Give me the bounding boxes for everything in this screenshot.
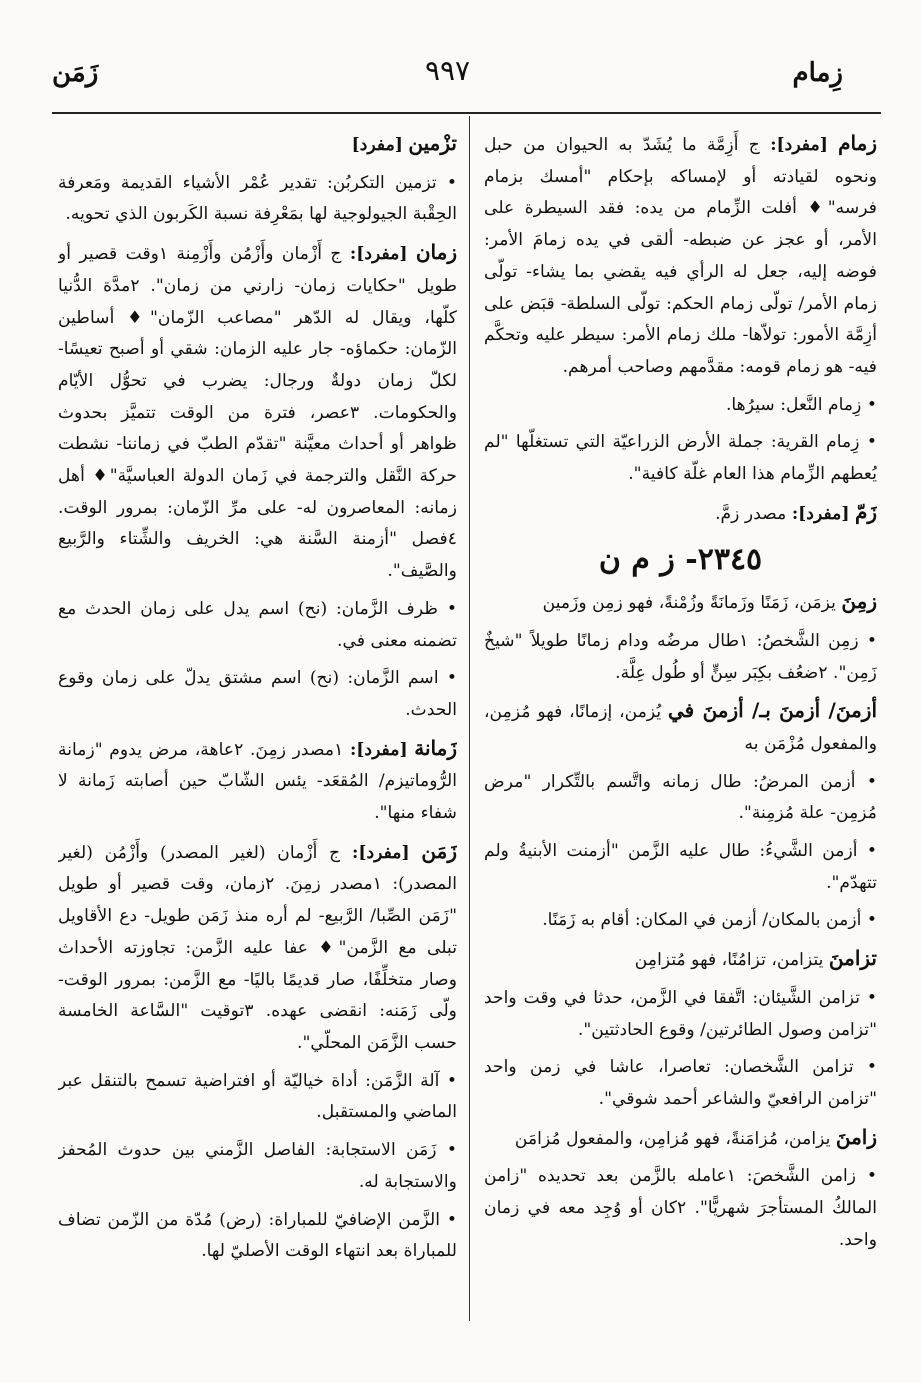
entry-headword: زَمّ (854, 499, 877, 524)
entry-definition: يُزمن، إزمانًا، فهو مُزمِن، والمفعول مُزْمَن به (484, 702, 877, 754)
entry-headword: زمام (838, 131, 877, 155)
sub-entry: • اسم الزَّمان: (نح) اسم مشتق يدلّ على زمان وقوع الحدث. (58, 668, 457, 720)
entry-headword: زَمانة (414, 735, 457, 760)
dictionary-entry (58, 128, 457, 162)
entry-pos-tag: [مفرد]: (770, 135, 828, 155)
sub-entry: • زمِن الشَّخصُ: ١طال مرضُه ودام زمانًا طويلاً "شيخٌ زَمِن". ٢ضعُف بكِبَر سِنٍّ أو طُول عِلَّة. (484, 630, 877, 683)
entry-definition: مصدر زمَّ. (715, 503, 792, 524)
entry-definition: ١مصدر زمِنَ. ٢عاهة، مرض يدوم "زمانة الرُّوماتيزم/ المُقعَد- يئس الشّابّ حين أصابته زَمانة لا شفاء منها". (58, 739, 457, 824)
sub-entry: • زَمَن الاستجابة: الفاصل الزَّمني بين حدوث المُحفز والاستجابة له. (58, 1140, 457, 1192)
entry-pos-tag: [مفرد]: (349, 739, 408, 760)
dictionary-entry (58, 836, 457, 1060)
dictionary-entry (484, 943, 877, 977)
entry-headword: زامنَ (835, 1124, 877, 1149)
entry-definition: يزامن، مُزامَنةً، فهو مُزامِن، والمفعول مُزامَن (514, 1128, 836, 1149)
entry-headword: أزمنَ/ أزمنَ بـ/ أزمنَ في (668, 698, 877, 723)
sub-entry: • تزامن الشَّيئان: اتَّفقا في الزَّمن، حدثا في وقت واحد "تزامن وصول الطائرتين/ وقوع الحادثتين". (484, 987, 877, 1040)
entry-headword: زَمَن (421, 838, 457, 863)
entry-pos-tag: [مفرد]: (352, 842, 410, 863)
dictionary-entry (484, 128, 877, 384)
dictionary-entry (484, 497, 877, 531)
section-heading: ٢٣٤٥- ز م ن (598, 542, 763, 578)
sub-entry: • تزمين التكربُن: تقدير عُمْر الأشياء القديمة ومَعرفة الحِقْبة الجيولوجية لها بمَعْرِفة نسبة الكَربون الذي تحويه. (58, 172, 457, 225)
column-divider (469, 116, 470, 1321)
sub-entry: • تزامن الشَّخصان: تعاصرا، عاشا في زمن واحد "تزامن الرافعيّ والشاعر أحمد شوقي". (484, 1057, 877, 1109)
sub-entry: • أزمن الشَّيءُ: طال عليه الزَّمن "أزمنت الأبنيةُ ولم تتهدّم". (484, 841, 877, 893)
entry-definition: ج أَزِمَّة ما يُشَدّ به الحيوان من حبل ونحوه لقيادته أو لإمساكه بإحكام "أمسك بزمام فرسه"♦ أفلت الزِّمام من يده: فقد السيطرة على الأمر، أو عجز عن ضبطه- ألقى في يده زمامَ الأمر: فوضه إليه، جعل له الرأي فيه يقضي بما يشاء- تولّى زمام الأمر/ تولّى زمام الحكم: تولّى السلطة- قبَض على أزِمَّة الأمور: تولاّها- ملك زمام الأمر: سيطر عليه وتحكَّم فيه- هو زمام قومه: مقدَّمهم وصاحب أمرهم. (484, 135, 877, 377)
page-number: ٩٩٧ (424, 54, 471, 87)
sub-entry: • زِمام القرية: جملة الأرض الزراعيّة التي تستغلّها "لم يُعطهم الزِّمام هذا العام غلّة كافية". (484, 432, 877, 485)
dictionary-entry (484, 1122, 877, 1156)
entry-headword: تزامنَ (828, 946, 877, 971)
sub-entry: • زِمام النَّعل: سيرُها. (725, 394, 877, 415)
dictionary-entry (58, 733, 457, 830)
entry-definition: ج أَزْمان (لغير المصدر) وأَزْمُن (لغير المصدر): ١مصدر زمِنَ. ٢زمان، وقت قصير أو طويل "زَمَن الصِّبا/ الرَّبيع- لم أره منذ زَمَن طويل- دع الأقاويل تبلى مع الزَّمن"♦ عفا عليه الزَّمن: تجاوزته الأحداث وصار متخلِّفًا، صار قديمًا باليًا- مع الزَّمن: بمرور الوقت- ولّى زَمَنه: انقضى عهده. ٣توقيت "السَّاعة الخامسة حسب الزَّمَن المحلّي". (58, 842, 457, 1053)
entry-definition: يتزامن، تزامُنًا، فهو مُتزامِن (634, 950, 829, 971)
entry-pos-tag: [مفرد]: (791, 503, 850, 524)
sub-entry: • ظرف الزَّمان: (نح) اسم يدل على زمان الحدث مع تضمنه معنى في. (58, 598, 457, 651)
dictionary-entry (484, 695, 877, 760)
entry-headword: زمِنَ (841, 589, 877, 614)
entry-headword: تزْمين (408, 131, 457, 155)
sub-entry: • الزَّمن الإضافيّ للمباراة: (رض) مُدّة من الزّمن تضاف للمباراة بعد انتهاء الوقت الأصليّ لها. (58, 1209, 457, 1262)
running-head-first-word: زِمام (792, 58, 843, 88)
dictionary-entry (58, 237, 457, 588)
sub-entry: • آلة الزَّمَن: أداة خياليّة أو افتراضية تسمح بالتنقل عبر الماضي والمستقبل. (58, 1070, 457, 1123)
dictionary-entry (484, 586, 877, 620)
sub-entry: • أزمن المرضُ: طال زمانه واتَّسم بالتِّكرار "مرض مُزمِن- علة مُزمِنة". (484, 771, 877, 824)
entry-definition: يزمَن، زَمَنًا وزَمانَةً وزُمْنةً، فهو زمِن وزَمين (542, 593, 842, 614)
header-rule (52, 112, 881, 114)
page-header (52, 52, 843, 100)
running-head-last-word: زَمَن (52, 58, 99, 88)
right-column (484, 128, 877, 1321)
entry-pos-tag: [مفرد]: (349, 244, 408, 265)
left-column (58, 128, 457, 1321)
sub-entry: • زامن الشَّخصَ: ١عامله بالزَّمن بعد تحديده "زامن المالكُ المستأجرَ شهريًّا". ٢كان أو وُجِد معه في زمان واحد. (484, 1166, 877, 1250)
entry-definition: ج أَزْمان وأَزْمُن وأَزْمِنة ١وقت قصير أو طويل "حكايات زمان- زارني من زمان". ٢مدَّة الدُّنيا كلّها، ويقال له الدّهر "مصاعب الزّمان"♦ أساطين الزّمان: حكماؤه- جار عليه الزمان: شقي أو أصبح تعيسًا- لكلّ زمان دولةٌ ورجال: يضرب في تحوُّل الأيّام والحكومات. ٣عصر، فترة من الوقت تتميَّز بحدوث ظواهر أو أحداث معيَّنة "تقدّم الطبّ في زماننا- نشطت حركة النَّقل والترجمة في زَمان الدولة العباسيَّة"♦ أهل زمانه: المعاصرون له- على مرِّ الزّمان: بمرور الوقت. ٤فصل "أزمنة السَّنة هي: الخريف والشِّتاء والرَّبيع والصَّيف". (58, 244, 457, 582)
sub-entry: • أزمن بالمكان/ أزمن في المكان: أقام به زَمَنًا. (542, 910, 877, 931)
entry-headword: زمان (415, 240, 457, 265)
entry-pos-tag: [مفرد] (351, 135, 403, 155)
